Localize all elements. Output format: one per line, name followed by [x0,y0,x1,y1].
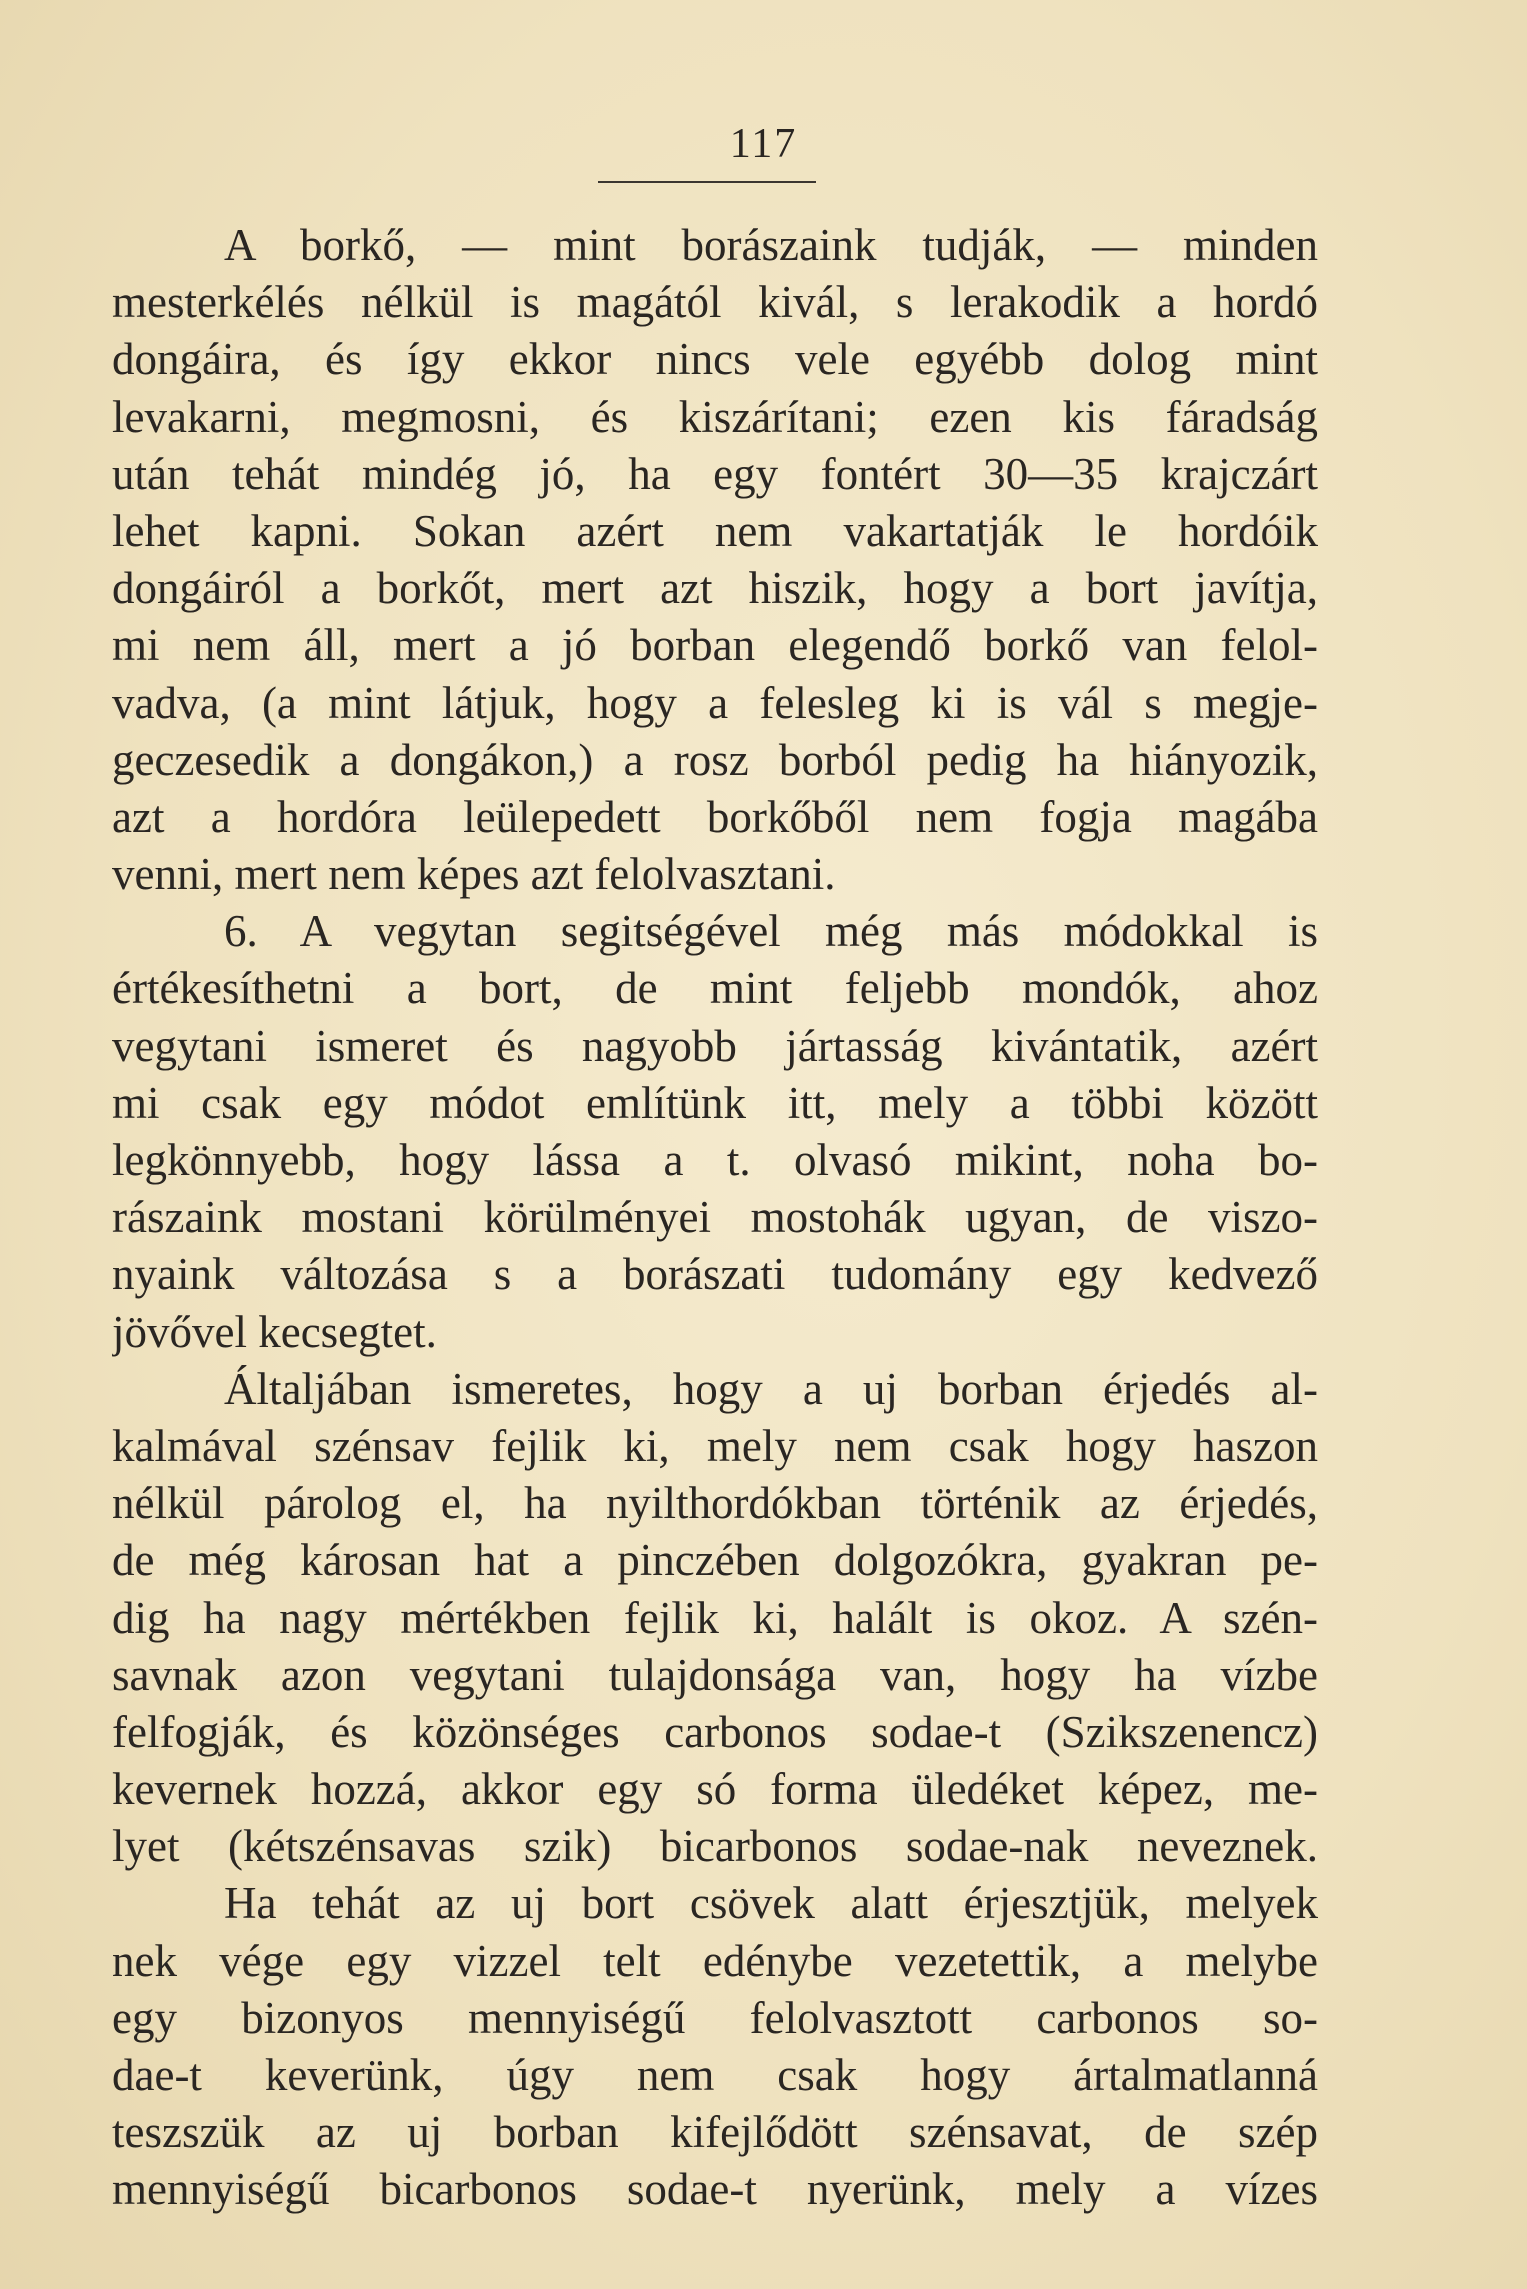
text-line: nek vége egy vizzel telt edénybe vezetettik, a melybe [112,1935,1318,1986]
text-line: nélkül párolog el, ha nyilthordókban történik az érjedés, [112,1478,1318,1529]
text-line: kevernek hozzá, akkor egy só forma üledéket képez, me- [112,1764,1318,1815]
text-line: mesterkélés nélkül is magától kivál, s lerakodik a hordó [112,277,1318,328]
text-line: A borkő, — mint borászaink tudják, — minden [224,220,1318,270]
text-line: rászaink mostani körülményei mostohák ugyan, de viszo- [112,1192,1318,1243]
text-line: savnak azon vegytani tulajdonsága van, hogy ha vízbe [112,1649,1318,1700]
text-line: dongáira, és így ekkor nincs vele egyébb dolog mint [112,334,1318,385]
text-line: geczesedik a dongákon,) a rosz borból pedig ha hiányozik, [112,734,1318,785]
text-line: értékesíthetni a bort, de mint feljebb mondók, ahoz [112,963,1318,1014]
text-line: dae-t keverünk, úgy nem csak hogy ártalmatlanná [112,2050,1318,2100]
text-line: 6. A vegytan segitségével még más módokkal is [224,906,1318,957]
text-line: kalmával szénsav fejlik ki, mely nem csak hogy haszon [112,1420,1318,1471]
text-line: felfogják, és közönséges carbonos sodae-t (Szikszenencz) [112,1706,1318,1757]
text-line: Ha tehát az uj bort csövek alatt érjesztjük, melyek [224,1878,1318,1929]
text-line: lehet kapni. Sokan azért nem vakartatják le hordóik [112,505,1318,556]
text-line: mennyiségű bicarbonos sodae-t nyerünk, mely a vízes [112,2164,1318,2215]
text-line: egy bizonyos mennyiségű felolvasztott carbonos so- [112,1992,1318,2043]
text-line: Általjában ismeretes, hogy a uj borban érjedés al- [224,1363,1318,1414]
text-line: vegytani ismeret és nagyobb jártasság kivántatik, azért [112,1020,1318,1071]
text-line: azt a hordóra leülepedett borkőből nem fogja magába [112,791,1318,842]
page-number: 117 [729,121,798,167]
body-text [112,217,1318,2219]
text-line: teszszük az uj borban kifejlődött szénsavat, de szép [112,2107,1318,2158]
text-line: legkönnyebb, hogy lássa a t. olvasó mikint, noha bo- [112,1135,1318,1185]
text-line: mi csak egy módot említünk itt, mely a többi között [112,1077,1318,1128]
text-line: lyet (kétszénsavas szik) bicarbonos sodae-nak neveznek. [112,1821,1318,1872]
text-line: mi nem áll, mert a jó borban elegendő borkő van felol- [112,620,1318,671]
text-line: de még károsan hat a pinczében dolgozókra, gyakran pe- [112,1535,1318,1586]
text-line: levakarni, megmosni, és kiszárítani; ezen kis fáradság [112,391,1318,442]
text-line: venni, mert nem képes azt felolvasztani. [112,849,836,900]
text-line: jövővel kecsegtet. [112,1306,437,1357]
header-rule [598,181,816,183]
text-line: vadva, (a mint látjuk, hogy a felesleg ki is vál s megje- [112,677,1318,728]
text-line: után tehát mindég jó, ha egy fontért 30—35 krajczárt [112,448,1318,499]
text-line: dongáiról a borkőt, mert azt hiszik, hogy a bort javítja, [112,563,1318,614]
text-line: dig ha nagy mértékben fejlik ki, halált is okoz. A szén- [112,1592,1318,1643]
text-line: nyaink változása s a borászati tudomány egy kedvező [112,1249,1318,1300]
